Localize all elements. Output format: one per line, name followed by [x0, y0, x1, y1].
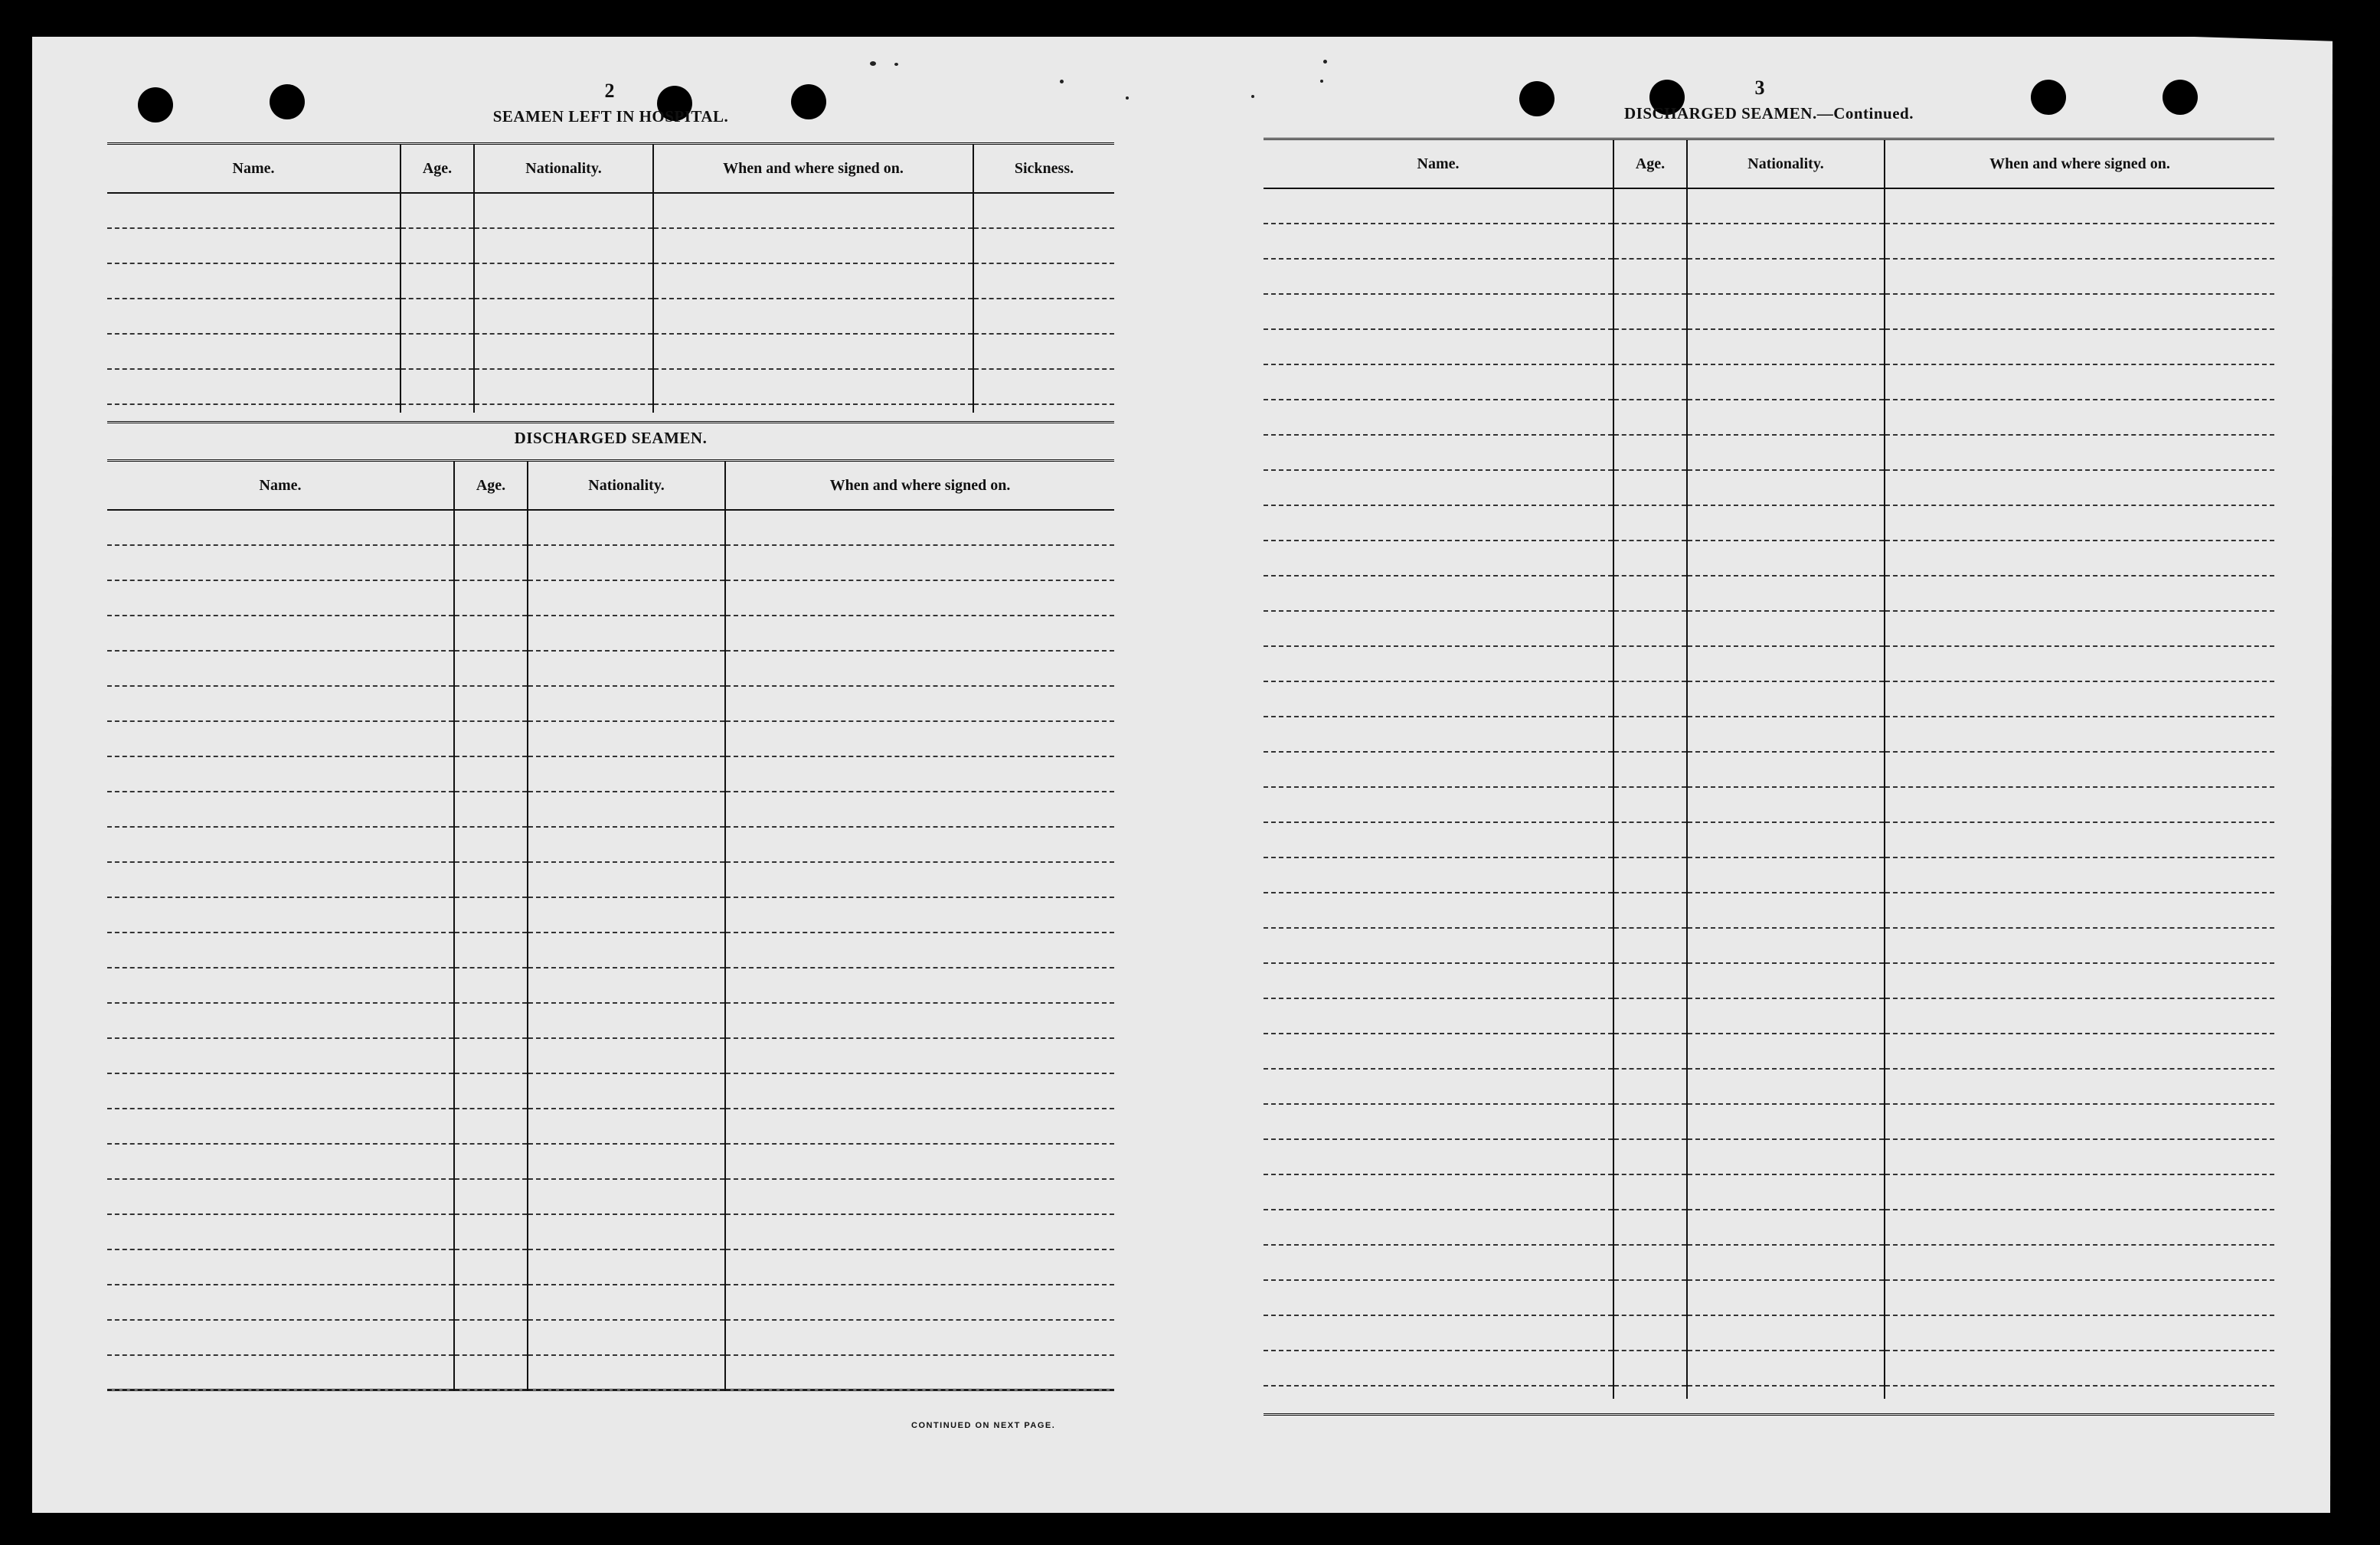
ledger-row [1688, 400, 1884, 436]
discharged-section-title: DISCHARGED SEAMEN. [514, 429, 708, 447]
ledger-row [1264, 823, 1613, 858]
ledger-row [107, 828, 453, 863]
ledger-row [1688, 1351, 1884, 1387]
ledger-row [1614, 753, 1686, 788]
ledger-row [107, 898, 453, 933]
ledger-row [726, 757, 1114, 792]
discharged-table-header [107, 462, 1114, 511]
ledger-row [1688, 1105, 1884, 1140]
ledger-row [528, 1180, 724, 1215]
ledger-row [726, 511, 1114, 546]
ledger-row [1885, 1210, 2274, 1246]
ledger-row [455, 1109, 527, 1145]
ledger-row [1614, 577, 1686, 612]
ledger-row [1264, 400, 1613, 436]
ledger-row [726, 1215, 1114, 1250]
ledger-row [107, 722, 453, 757]
ledger-row [528, 863, 724, 898]
ledger-row [1688, 753, 1884, 788]
ledger-row [107, 546, 453, 581]
ledger-row [1264, 436, 1613, 471]
ledger-row [1614, 717, 1686, 753]
ledger-row [455, 968, 527, 1004]
ledger-row [1614, 330, 1686, 365]
ledger-row [1264, 788, 1613, 823]
ledger-row [726, 1004, 1114, 1039]
table-column [654, 194, 974, 413]
ledger-row [1688, 1316, 1884, 1351]
ledger-row [107, 1250, 453, 1285]
ledger-row [1688, 964, 1884, 999]
ink-speck [894, 63, 898, 66]
ledger-row [1688, 295, 1884, 330]
ledger-row [455, 792, 527, 828]
ledger-row [1264, 1175, 1613, 1210]
ledger-row [726, 863, 1114, 898]
ledger-row [528, 1145, 724, 1180]
ledger-row [1885, 400, 2274, 436]
ledger-row [528, 1285, 724, 1321]
ledger-row [1264, 964, 1613, 999]
ink-speck [1320, 80, 1323, 83]
ledger-row [107, 687, 453, 722]
table-column [1885, 189, 2274, 1399]
ledger-row [455, 581, 527, 616]
ledger-row [1885, 189, 2274, 224]
ledger-row [1885, 999, 2274, 1034]
ledger-row [1688, 1210, 1884, 1246]
column-header: When and where signed on. [654, 145, 974, 192]
ledger-row [1688, 1281, 1884, 1316]
ledger-row [1614, 823, 1686, 858]
ledger-row [1885, 647, 2274, 682]
ledger-row [726, 1321, 1114, 1356]
ledger-row [1264, 1105, 1613, 1140]
ledger-row [1614, 1034, 1686, 1070]
ledger-row [1688, 471, 1884, 506]
ledger-row [1614, 893, 1686, 929]
ledger-row [1688, 1034, 1884, 1070]
ledger-row [455, 687, 527, 722]
ledger-row [1688, 717, 1884, 753]
ledger-row [1614, 1175, 1686, 1210]
ledger-row [1885, 436, 2274, 471]
ledger-row [1614, 1316, 1686, 1351]
ink-speck [870, 61, 876, 66]
ledger-row [1885, 682, 2274, 717]
ledger-row [1614, 999, 1686, 1034]
hospital-section-title: SEAMEN LEFT IN HOSPITAL. [492, 107, 729, 126]
ledger-row [1264, 1316, 1613, 1351]
ledger-row [1614, 647, 1686, 682]
ledger-row [1885, 1034, 2274, 1070]
ledger-row [1264, 1070, 1613, 1105]
ledger-row [1885, 1316, 2274, 1351]
column-header: Nationality. [475, 145, 654, 192]
ledger-row [455, 933, 527, 968]
ledger-row [1688, 189, 1884, 224]
ledger-row [726, 828, 1114, 863]
ledger-row [1264, 506, 1613, 541]
ledger-row [1264, 1351, 1613, 1387]
ledger-row [107, 1004, 453, 1039]
ledger-row [107, 1074, 453, 1109]
ledger-row [1614, 506, 1686, 541]
section-divider [107, 421, 1114, 423]
ledger-row [726, 1356, 1114, 1391]
ledger-row [1614, 260, 1686, 295]
continued-note: CONTINUED ON NEXT PAGE. [911, 1421, 1056, 1430]
ledger-row [107, 1285, 453, 1321]
ledger-row [107, 792, 453, 828]
ledger-row [1614, 189, 1686, 224]
ledger-row [1885, 1351, 2274, 1387]
table-bottom-rule [1264, 1413, 2274, 1416]
column-header: Name. [107, 462, 455, 509]
ledger-row [1264, 682, 1613, 717]
ledger-row [1688, 682, 1884, 717]
table-bottom-rule [107, 1389, 1114, 1391]
discharged-continued-header [1264, 140, 2274, 189]
column-header: Sickness. [1014, 160, 1074, 177]
ledger-row [1688, 541, 1884, 577]
ledger-row [1264, 295, 1613, 330]
ledger-row [726, 581, 1114, 616]
ledger-row [107, 1109, 453, 1145]
hospital-table [107, 142, 1114, 413]
ledger-row [455, 863, 527, 898]
column-header: Age. [1614, 140, 1688, 188]
ledger-row [726, 1180, 1114, 1215]
ledger-row [455, 1215, 527, 1250]
ledger-row [1264, 999, 1613, 1034]
ledger-row [1885, 541, 2274, 577]
ledger-row [1688, 1140, 1884, 1175]
ledger-row [455, 757, 527, 792]
ledger-row [1885, 858, 2274, 893]
discharged-continued-table [1264, 138, 2274, 1399]
ledger-row [1885, 1246, 2274, 1281]
right-page [1264, 72, 2274, 1442]
ledger-row [726, 1039, 1114, 1074]
ledger-row [726, 616, 1114, 652]
ledger-row [455, 652, 527, 687]
ledger-row [528, 581, 724, 616]
ledger-row [107, 616, 453, 652]
ledger-row [455, 1356, 527, 1391]
ink-speck [1126, 96, 1129, 100]
ledger-row [528, 1004, 724, 1039]
ledger-row [1614, 436, 1686, 471]
ledger-row [1885, 893, 2274, 929]
ledger-row [1614, 682, 1686, 717]
ledger-row [528, 968, 724, 1004]
ledger-row [1264, 647, 1613, 682]
ledger-row [528, 1356, 724, 1391]
ledger-row [528, 1215, 724, 1250]
ledger-row [1614, 788, 1686, 823]
ledger-row [455, 1321, 527, 1356]
ledger-row [726, 687, 1114, 722]
ledger-row [1885, 260, 2274, 295]
ledger-row [1614, 1070, 1686, 1105]
ledger-row [107, 1356, 453, 1391]
ledger-row [1614, 964, 1686, 999]
column-header: Name. [107, 145, 401, 192]
ledger-row [455, 1180, 527, 1215]
ledger-row [1885, 365, 2274, 400]
ledger-row [1885, 224, 2274, 260]
ledger-row [107, 933, 453, 968]
ledger-row [726, 1074, 1114, 1109]
ledger-row [528, 933, 724, 968]
ledger-row [528, 898, 724, 933]
ledger-row [528, 546, 724, 581]
ledger-row [455, 898, 527, 933]
ledger-row [1885, 577, 2274, 612]
column-header: Age. [401, 145, 475, 192]
ledger-row [528, 511, 724, 546]
page-number: 3 [1754, 77, 1765, 99]
ledger-row [1614, 858, 1686, 893]
ledger-row [726, 792, 1114, 828]
ledger-row [1885, 717, 2274, 753]
ledger-row [107, 757, 453, 792]
ledger-row [528, 828, 724, 863]
column-header: Name. [1264, 140, 1614, 188]
ledger-row [107, 1321, 453, 1356]
table-column [1688, 189, 1885, 1399]
table-column [455, 511, 528, 1391]
ledger-row [1614, 1140, 1686, 1175]
ledger-row [1885, 823, 2274, 858]
ledger-row [1264, 753, 1613, 788]
ledger-row [1264, 365, 1613, 400]
ledger-row [726, 546, 1114, 581]
ledger-row [1688, 929, 1884, 964]
ledger-row [1614, 224, 1686, 260]
ledger-row [1885, 788, 2274, 823]
ledger-row [1264, 189, 1613, 224]
ledger-row [528, 616, 724, 652]
ledger-row [1885, 1281, 2274, 1316]
column-header: When and where signed on. [1989, 155, 2170, 172]
ledger-row [1688, 506, 1884, 541]
ledger-row [1688, 1246, 1884, 1281]
ledger-row [1885, 964, 2274, 999]
ledger-row [1614, 541, 1686, 577]
ledger-row [1688, 1070, 1884, 1105]
column-header: Age. [455, 462, 528, 509]
ledger-row [1688, 1175, 1884, 1210]
ledger-row [726, 1145, 1114, 1180]
ledger-row [107, 1039, 453, 1074]
ledger-row [1688, 999, 1884, 1034]
ledger-row [726, 722, 1114, 757]
ledger-row [455, 722, 527, 757]
ledger-row [1264, 1140, 1613, 1175]
ledger-row [1614, 365, 1686, 400]
ledger-row [528, 1321, 724, 1356]
table-column [974, 194, 1114, 413]
ledger-row [726, 1285, 1114, 1321]
ledger-row [1885, 1105, 2274, 1140]
ledger-row [455, 828, 527, 863]
ledger-row [1264, 330, 1613, 365]
ledger-row [1614, 929, 1686, 964]
ledger-row [528, 1074, 724, 1109]
ledger-row [528, 792, 724, 828]
ledger-row [107, 863, 453, 898]
ledger-row [107, 1145, 453, 1180]
ledger-row [1688, 893, 1884, 929]
left-page [107, 72, 1114, 1442]
ledger-row [1264, 612, 1613, 647]
ledger-row [528, 757, 724, 792]
ledger-row [726, 898, 1114, 933]
ledger-row [1688, 858, 1884, 893]
ledger-row [1688, 224, 1884, 260]
ink-speck [1060, 80, 1064, 83]
ledger-row [726, 968, 1114, 1004]
ledger-row [1264, 1246, 1613, 1281]
ledger-row [1885, 753, 2274, 788]
page-number: 2 [604, 80, 615, 102]
ledger-row [1614, 1105, 1686, 1140]
column-header: Nationality. [1688, 140, 1885, 188]
ledger-row [1614, 612, 1686, 647]
ledger-row [107, 511, 453, 546]
ledger-row [107, 968, 453, 1004]
ledger-row [455, 1285, 527, 1321]
ledger-row [1614, 1281, 1686, 1316]
ledger-row [528, 1109, 724, 1145]
ledger-row [1264, 893, 1613, 929]
ledger-row [1264, 577, 1613, 612]
ledger-row [455, 1145, 527, 1180]
table-column [107, 511, 455, 1391]
ledger-row [455, 511, 527, 546]
ledger-row [528, 652, 724, 687]
ink-speck [1251, 95, 1254, 98]
ledger-row [1264, 224, 1613, 260]
table-column [726, 511, 1114, 1391]
ledger-row [1688, 788, 1884, 823]
ledger-row [1885, 929, 2274, 964]
table-column [475, 194, 654, 413]
ledger-row [1885, 1070, 2274, 1105]
ledger-row [726, 1109, 1114, 1145]
ledger-row [1688, 647, 1884, 682]
ledger-row [1614, 295, 1686, 330]
column-header: When and where signed on. [829, 477, 1011, 494]
table-column [1614, 189, 1688, 1399]
column-header: Nationality. [528, 462, 726, 509]
ledger-row [1885, 1140, 2274, 1175]
ledger-row [1614, 471, 1686, 506]
ledger-row [455, 546, 527, 581]
hospital-table-body [107, 194, 1114, 413]
ledger-row [1264, 929, 1613, 964]
ledger-row [455, 1074, 527, 1109]
ink-speck [1323, 60, 1327, 64]
ledger-row [455, 1250, 527, 1285]
ledger-row [528, 1039, 724, 1074]
ledger-row [1264, 1034, 1613, 1070]
discharged-table-body [107, 511, 1114, 1391]
ledger-row [1264, 1281, 1613, 1316]
ledger-row [528, 722, 724, 757]
ledger-row [726, 933, 1114, 968]
ledger-row [1885, 471, 2274, 506]
ledger-row [1264, 858, 1613, 893]
table-column [401, 194, 475, 413]
ledger-row [1264, 260, 1613, 295]
ledger-row [455, 1004, 527, 1039]
ledger-row [1688, 577, 1884, 612]
ledger-row [1885, 506, 2274, 541]
ledger-row [1885, 330, 2274, 365]
discharged-continued-body [1264, 189, 2274, 1399]
ledger-row [1264, 471, 1613, 506]
discharged-continued-title: DISCHARGED SEAMEN.—Continued. [1624, 104, 1914, 122]
ledger-row [1264, 1210, 1613, 1246]
ledger-row [528, 687, 724, 722]
ledger-row [1688, 365, 1884, 400]
ledger-row [1614, 1246, 1686, 1281]
ledger-row [1264, 541, 1613, 577]
ledger-row [528, 1250, 724, 1285]
ledger-row [1885, 295, 2274, 330]
ledger-row [726, 1250, 1114, 1285]
ledger-row [1885, 1175, 2274, 1210]
ledger-row [1688, 612, 1884, 647]
ledger-row [1614, 1351, 1686, 1387]
ledger-row [107, 581, 453, 616]
table-column [528, 511, 726, 1391]
discharged-table [107, 459, 1114, 1391]
ledger-row [1614, 1210, 1686, 1246]
ledger-row [455, 616, 527, 652]
ledger-row [107, 652, 453, 687]
ledger-row [1688, 823, 1884, 858]
table-column [107, 194, 401, 413]
ledger-row [1688, 330, 1884, 365]
hospital-table-header [107, 145, 1114, 194]
ledger-row [455, 1039, 527, 1074]
ledger-row [1264, 717, 1613, 753]
ledger-row [1688, 260, 1884, 295]
ledger-row [107, 1215, 453, 1250]
ledger-row [726, 652, 1114, 687]
table-column [1264, 189, 1614, 1399]
ledger-row [1614, 400, 1686, 436]
ledger-row [1885, 612, 2274, 647]
ledger-row [1688, 436, 1884, 471]
ledger-row [107, 1180, 453, 1215]
